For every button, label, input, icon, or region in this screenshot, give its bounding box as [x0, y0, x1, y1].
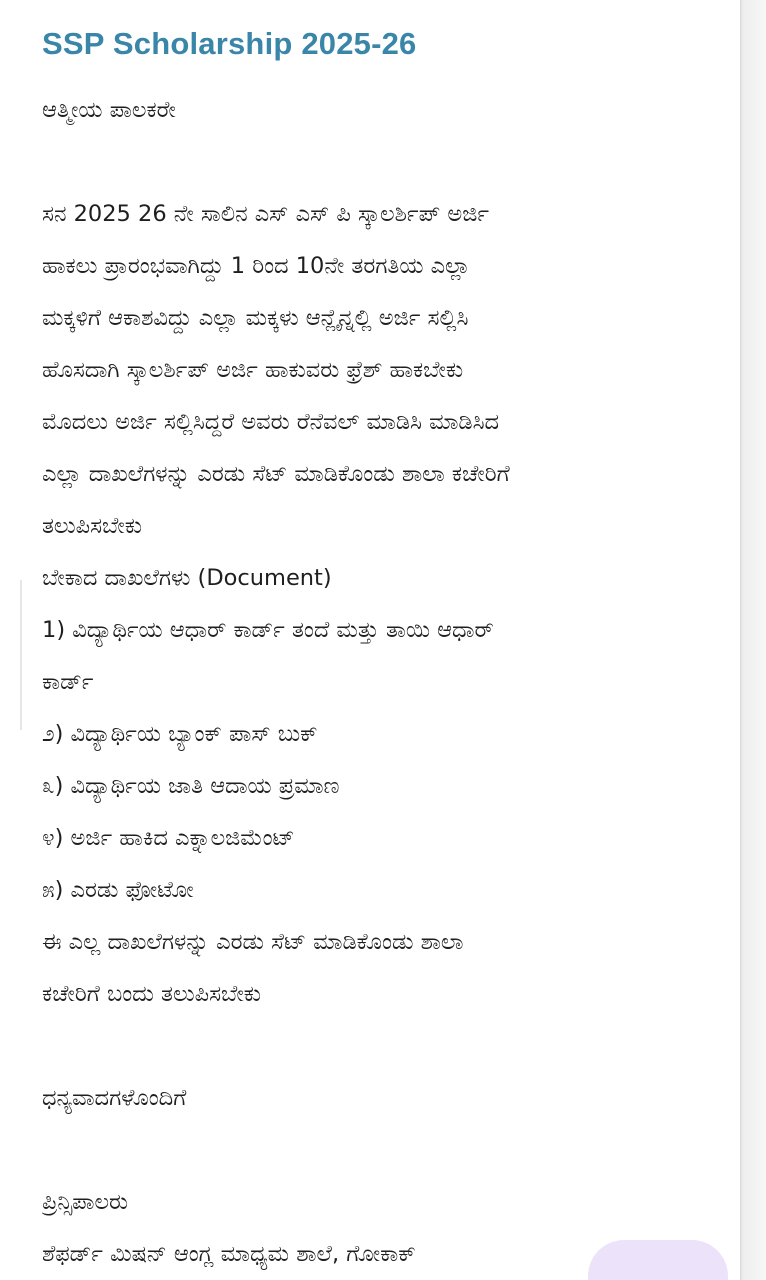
intro-line: ಎಲ್ಲಾ ದಾಖಲೆಗಳನ್ನು ಎರಡು ಸೆಟ್ ಮಾಡಿಕೊಂಡು ಶಾಲಾ ಕಚೇರಿಗೆ	[42, 461, 510, 487]
quote-rule	[20, 580, 22, 730]
closing-line: ಕಚೇರಿಗೆ ಬಂದು ತಲುಪಿಸಬೇಕು	[42, 981, 262, 1007]
blank-line	[42, 1020, 722, 1072]
thanks-line: ಧನ್ಯವಾದಗಳೊಂದಿಗೆ	[42, 1085, 187, 1111]
signature-role: ಪ್ರಿನ್ಸಿಪಾಲರು	[42, 1189, 129, 1215]
intro-line: ಹಾಕಲು ಪ್ರಾರಂಭವಾಗಿದ್ದು 1 ರಿಂದ 10ನೇ ತರಗತಿಯ ಎಲ್ಲಾ	[42, 253, 471, 279]
document-item: ೪) ಅರ್ಜಿ ಹಾಕಿದ ಎಕ್ನಾಲಜಿಮೆಂಟ್	[42, 825, 295, 851]
greeting: ಆತ್ಮೀಯ ಪಾಲಕರೇ	[42, 97, 176, 123]
message-body	[42, 84, 722, 1280]
blank-line	[42, 136, 722, 188]
document-item: ೩) ವಿದ್ಯಾರ್ಥಿಯ ಜಾತಿ ಆದಾಯ ಪ್ರಮಾಣ	[42, 773, 340, 799]
intro-line: ಸನ 2025 26 ನೇ ಸಾಲಿನ ಎಸ್ ಎಸ್ ಪಿ ಸ್ಕಾಲರ್ಶಿಪ್ ಅರ್ಜಿ	[42, 201, 490, 227]
intro-line: ಮಕ್ಕಳಿಗೆ ಆಕಾಶವಿದ್ದು ಎಲ್ಲಾ ಮಕ್ಕಳು ಆನ್ಲೈನ್ನಲ್ಲಿ ಅರ್ಜಿ ಸಲ್ಲಿಸಿ	[42, 305, 469, 331]
document-item: ೨) ವಿದ್ಯಾರ್ಥಿಯ ಬ್ಯಾಂಕ್ ಪಾಸ್ ಬುಕ್	[42, 721, 318, 747]
blank-line	[42, 1124, 722, 1176]
documents-heading: ಬೇಕಾದ ದಾಖಲೆಗಳು (Document)	[42, 565, 332, 591]
intro-line: ಹೊಸದಾಗಿ ಸ್ಕಾಲರ್ಶಿಪ್ ಅರ್ಜಿ ಹಾಕುವರು ಫ್ರೆಶ್ ಹಾಕಬೇಕು	[42, 357, 464, 383]
closing-line: ಈ ಎಲ್ಲ ದಾಖಲೆಗಳನ್ನು ಎರಡು ಸೆಟ್ ಮಾಡಿಕೊಂಡು ಶಾಲಾ	[42, 929, 464, 955]
intro-line: ತಲುಪಿಸಬೇಕು	[42, 513, 143, 539]
document-item: ಕಾರ್ಡ್	[42, 669, 94, 695]
document-item: ೫) ಎರಡು ಫೋಟೋ	[42, 877, 194, 903]
scroll-edge	[740, 0, 766, 1280]
intro-line: ಮೊದಲು ಅರ್ಜಿ ಸಲ್ಲಿಸಿದ್ದರೆ ಅವರು ರೆನೆವಲ್ ಮಾಡಿಸಿ ಮಾಡಿಸಿದ	[42, 409, 500, 435]
message-title: SSP Scholarship 2025-26	[42, 26, 417, 61]
floating-action-button[interactable]	[588, 1240, 728, 1280]
document-item: 1) ವಿದ್ಯಾರ್ಥಿಯ ಆಧಾರ್ ಕಾರ್ಡ್ ತಂದೆ ಮತ್ತು ತಾಯಿ ಆಧಾರ್	[42, 617, 494, 643]
signature-school: ಶೆಫರ್ಡ್ ಮಿಷನ್ ಆಂಗ್ಲ ಮಾಧ್ಯಮ ಶಾಲೆ, ಗೋಕಾಕ್	[42, 1241, 416, 1267]
